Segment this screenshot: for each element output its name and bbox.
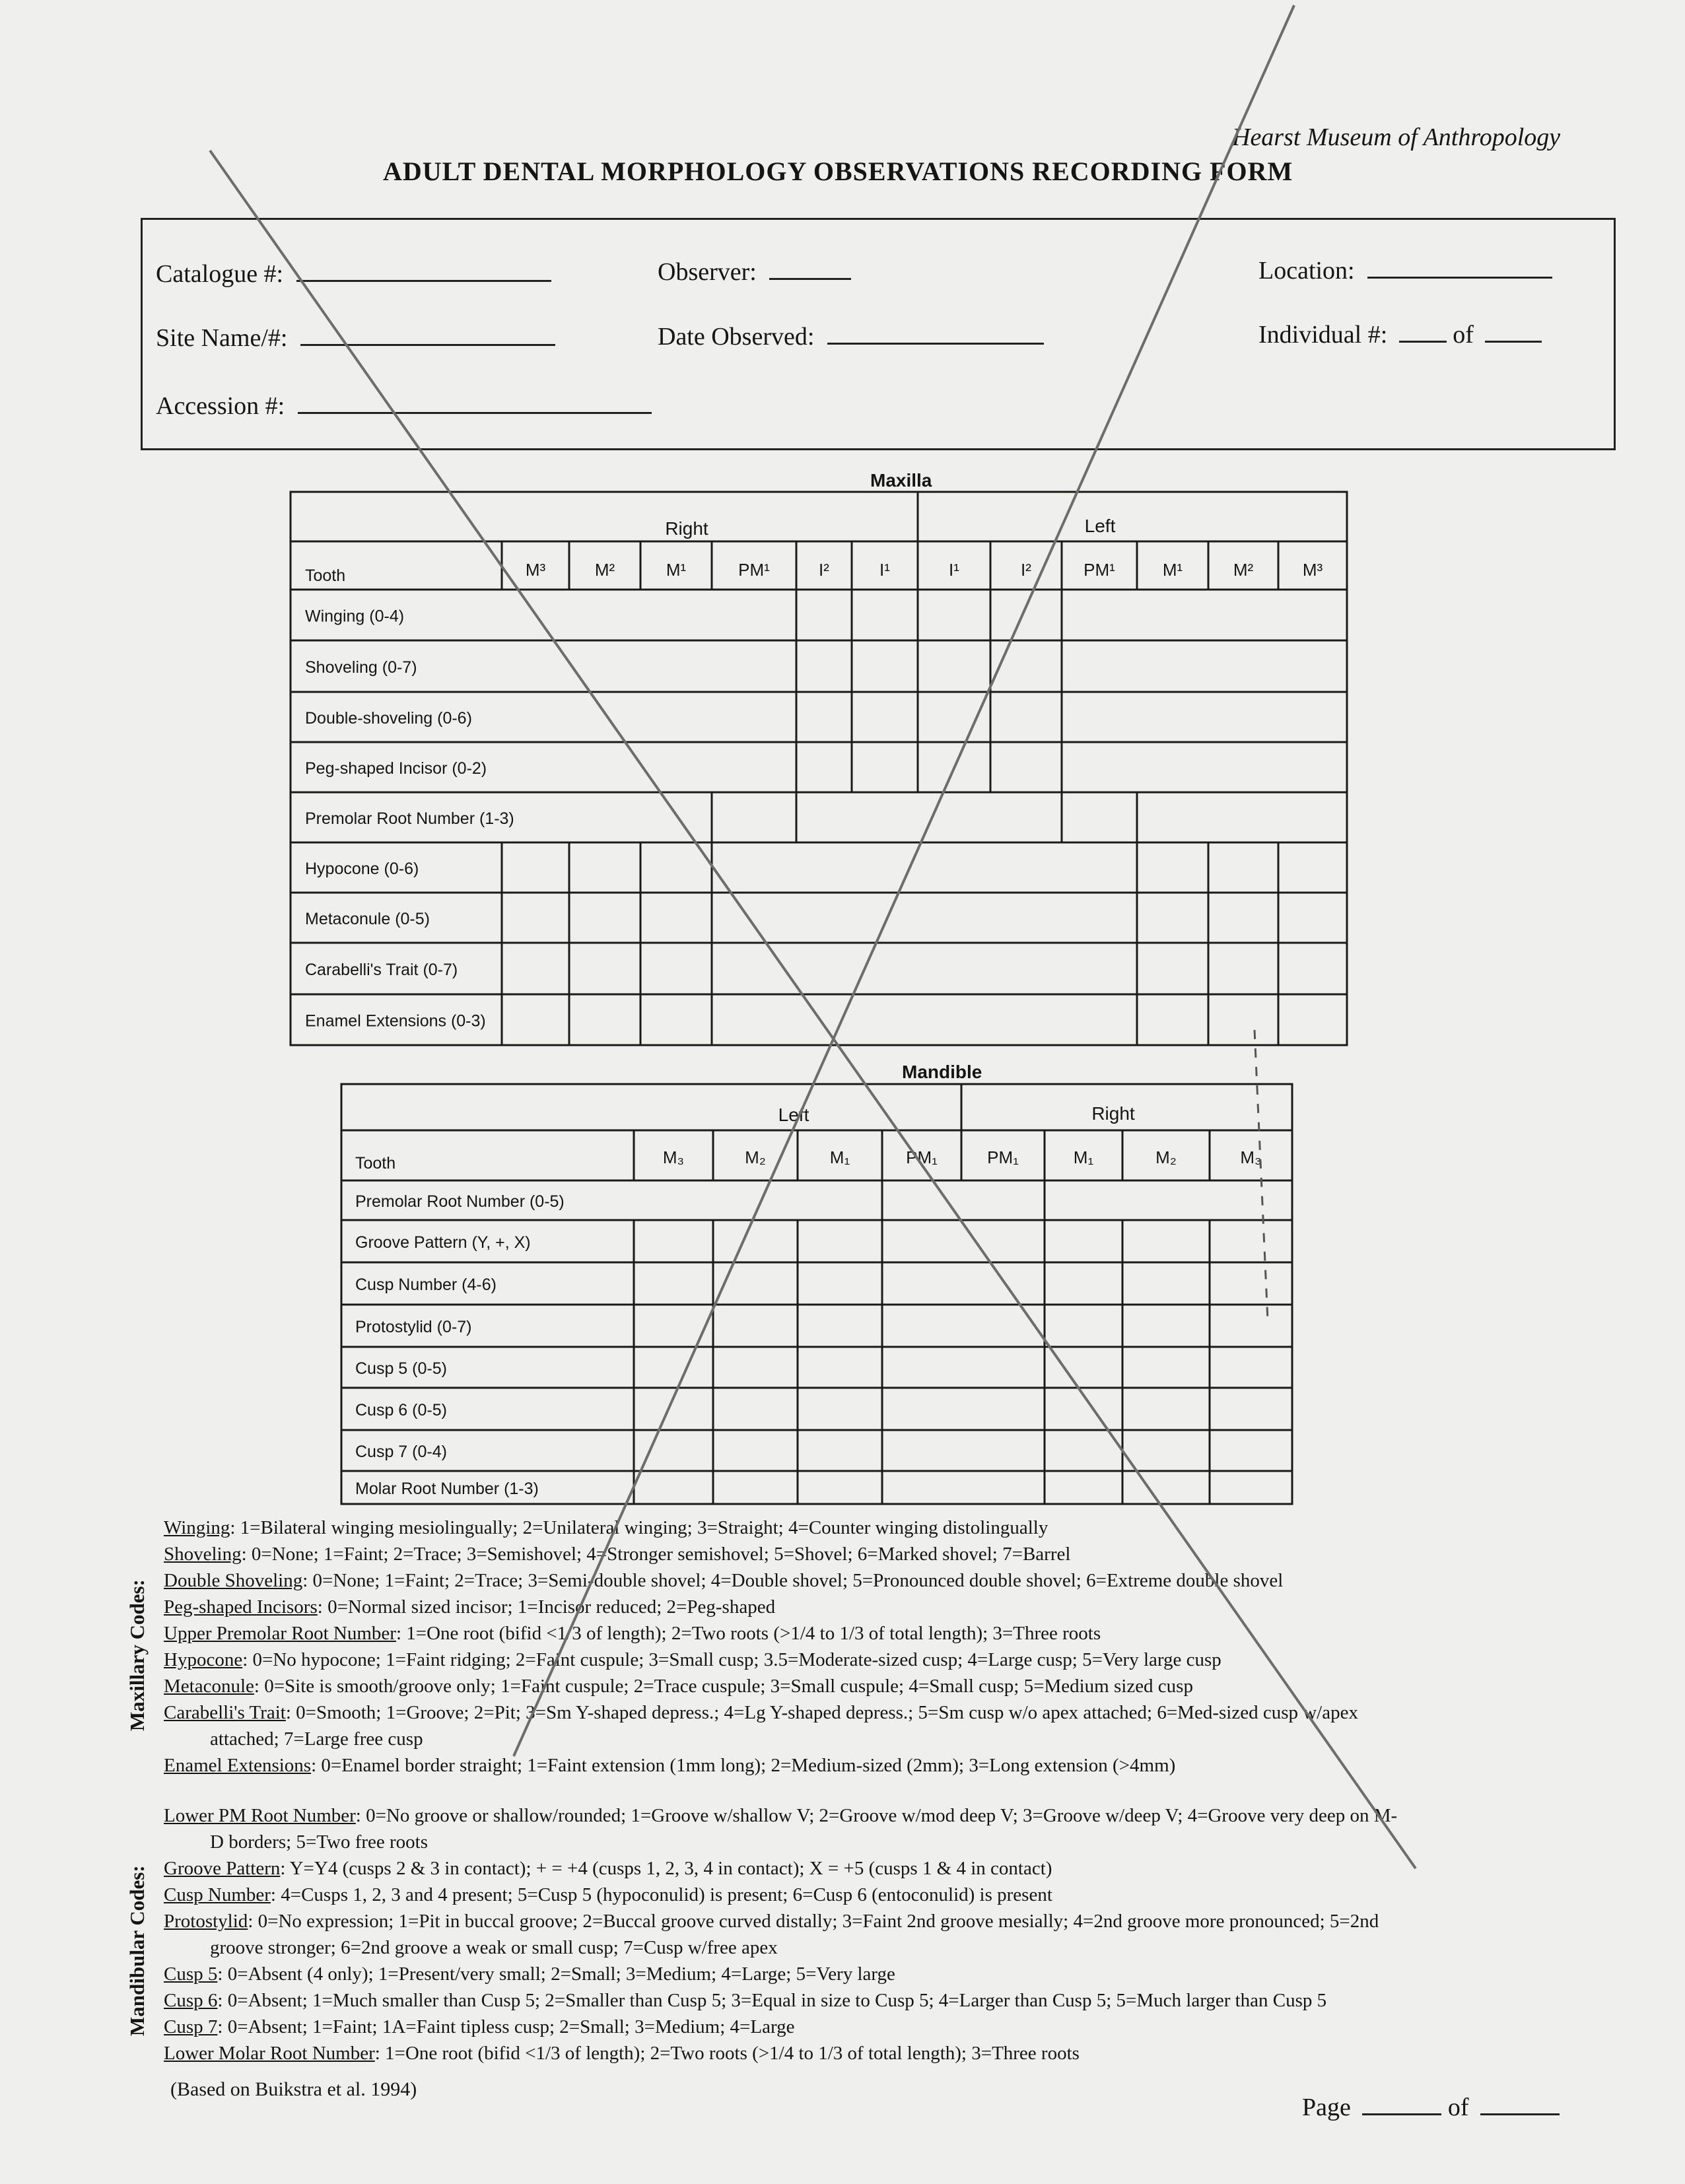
maxilla-tooth-4: PM¹ xyxy=(738,560,770,580)
observer-label: Observer: xyxy=(658,258,757,286)
form-title: ADULT DENTAL MORPHOLOGY OBSERVATIONS RECORDING FORM xyxy=(383,156,1293,186)
accession-label: Accession #: xyxy=(156,392,285,420)
mandibular-code-term: Lower PM Root Number xyxy=(164,1805,356,1826)
mandible-tooth-3: M₁ xyxy=(829,1147,850,1167)
maxillary-code-text: : 1=One root (bifid <1/3 of length); 2=Two roots (>1/4 to 1/3 of total length); 3=Three roots xyxy=(395,1623,1101,1644)
mandibular-code-continuation: D borders; 5=Two free roots xyxy=(210,1831,429,1853)
mandible-row-label: Cusp Number (4-6) xyxy=(355,1276,497,1294)
mandible-tooth-5: PM₁ xyxy=(987,1147,1019,1167)
maxillary-code-text: : 0=Smooth; 1=Groove; 2=Pit; 3=Sm Y-shaped depress.; 4=Lg Y-shaped depress.; 5=Sm cusp w/o apex attached; 6=Med-sized cusp w/apex xyxy=(285,1702,1358,1723)
page-of: of xyxy=(1447,2094,1469,2121)
maxillary-code-term: Upper Premolar Root Number xyxy=(164,1623,396,1644)
mandible-tooth-6: M₁ xyxy=(1073,1147,1094,1167)
mandible-row-label: Cusp 7 (0-4) xyxy=(355,1443,447,1461)
maxillary-code-term: Metaconule xyxy=(164,1676,254,1697)
mandibular-code-text: : Y=Y4 (cusps 2 & 3 in contact); + = +4 (cusps 1, 2, 3, 4 in contact); X = +5 (cusps 1 & 4 in contact) xyxy=(280,1858,1052,1879)
maxilla-row-label: Hypocone (0-6) xyxy=(305,860,419,878)
maxilla-tooth-10: M¹ xyxy=(1162,560,1183,580)
maxillary-code-continuation: attached; 7=Large free cusp xyxy=(210,1728,423,1750)
mandible-title: Mandible xyxy=(902,1062,982,1082)
mandible-tooth-1: M₃ xyxy=(662,1147,685,1167)
maxillary-code-term: Shoveling xyxy=(164,1544,242,1565)
individual-label: Individual #: xyxy=(1258,321,1388,349)
maxillary-code-term: Peg-shaped Incisors xyxy=(164,1596,318,1618)
maxillary-codes-label: Maxillary Codes: xyxy=(125,1579,149,1731)
mandibular-code-text: : 1=One root (bifid <1/3 of length); 2=Two roots (>1/4 to 1/3 of total length); 3=Three roots xyxy=(374,2043,1080,2064)
mandibular-code-term: Cusp 6 xyxy=(164,1990,218,2011)
mandibular-code-text: : 0=No expression; 1=Pit in buccal groove; 2=Buccal groove curved distally; 3=Faint 2nd groove mesially; 4=2nd groove more pronounced; 5=2nd xyxy=(248,1911,1379,1932)
maxillary-code-term: Double Shoveling xyxy=(164,1570,303,1591)
maxilla-right-label: Right xyxy=(665,518,708,539)
source-note: (Based on Buikstra et al. 1994) xyxy=(170,2078,417,2100)
mandible-row-label: Molar Root Number (1-3) xyxy=(355,1480,539,1498)
maxilla-row-label: Tooth xyxy=(305,566,346,585)
mandibular-code-term: Protostylid xyxy=(164,1911,248,1932)
mandible-row-label: Groove Pattern (Y, +, X) xyxy=(355,1233,531,1252)
maxilla-tooth-8: I² xyxy=(1021,560,1031,580)
maxillary-code-term: Enamel Extensions xyxy=(164,1755,312,1776)
maxillary-code-text: : 0=No hypocone; 1=Faint ridging; 2=Faint cuspule; 3=Small cusp; 3.5=Moderate-sized cusp; 4=Large cusp; 5=Very large cusp xyxy=(242,1649,1221,1670)
maxilla-tooth-11: M² xyxy=(1233,560,1254,580)
maxillary-code-term: Hypocone xyxy=(164,1649,243,1670)
maxillary-code-text: : 0=None; 1=Faint; 2=Trace; 3=Semishovel; 4=Stronger semishovel; 5=Shovel; 6=Marked shovel; 7=Barrel xyxy=(241,1544,1071,1565)
individual-of: of xyxy=(1453,321,1474,349)
mandible-tooth-8: M₃ xyxy=(1240,1147,1262,1167)
maxilla-tooth-1: M³ xyxy=(525,560,546,580)
maxilla-row-label: Double-shoveling (0-6) xyxy=(305,709,472,728)
maxillary-code-text: : 0=Normal sized incisor; 1=Incisor reduced; 2=Peg-shaped xyxy=(317,1596,776,1618)
maxillary-code-text: : 0=Enamel border straight; 1=Faint extension (1mm long); 2=Medium-sized (2mm); 3=Long extension (>4mm) xyxy=(311,1755,1176,1776)
institution-name: Hearst Museum of Anthropology xyxy=(1232,123,1561,151)
mandibular-code-term: Lower Molar Root Number xyxy=(164,2043,375,2064)
mandible-row-label: Premolar Root Number (0-5) xyxy=(355,1192,565,1211)
maxillary-code-text: : 0=Site is smooth/groove only; 1=Faint cuspule; 2=Trace cuspule; 3=Small cuspule; 4=Small cusp; 5=Medium sized cusp xyxy=(254,1676,1193,1697)
mandibular-code-continuation: groove stronger; 6=2nd groove a weak or small cusp; 7=Cusp w/free apex xyxy=(210,1937,778,1958)
maxilla-tooth-6: I¹ xyxy=(879,560,890,580)
maxilla-tooth-12: M³ xyxy=(1302,560,1323,580)
maxilla-row-label: Metaconule (0-5) xyxy=(305,910,430,928)
mandibular-code-text: : 0=Absent; 1=Much smaller than Cusp 5; 2=Smaller than Cusp 5; 3=Equal in size to Cusp 5; 4=Larger than Cusp 5; 5=Much larger than Cusp 5 xyxy=(217,1990,1327,2011)
maxilla-left-label: Left xyxy=(1084,516,1116,536)
maxillary-code-term: Winging xyxy=(164,1517,230,1538)
mandibular-code-text: : 0=Absent; 1=Faint; 1A=Faint tipless cusp; 2=Small; 3=Medium; 4=Large xyxy=(217,2016,795,2037)
maxilla-tooth-7: I¹ xyxy=(949,560,959,580)
maxillary-code-term: Carabelli's Trait xyxy=(164,1702,286,1723)
mandibular-code-term: Cusp Number xyxy=(164,1884,271,1905)
maxilla-row-label: Peg-shaped Incisor (0-2) xyxy=(305,759,487,778)
mandibular-code-text: : 4=Cusps 1, 2, 3 and 4 present; 5=Cusp 5 (hypoconulid) is present; 6=Cusp 6 (entoconulid) is present xyxy=(270,1884,1052,1905)
page-label: Page xyxy=(1302,2094,1351,2121)
site-label: Site Name/#: xyxy=(156,324,288,352)
catalogue-label: Catalogue #: xyxy=(156,260,284,288)
maxilla-tooth-3: M¹ xyxy=(666,560,687,580)
mandible-row-label: Cusp 6 (0-5) xyxy=(355,1401,447,1419)
mandible-row-label: Cusp 5 (0-5) xyxy=(355,1359,447,1378)
mandible-row-label: Protostylid (0-7) xyxy=(355,1318,472,1336)
mandible-tooth-7: M₂ xyxy=(1155,1147,1177,1167)
mandible-left-label: Left xyxy=(778,1105,809,1125)
mandibular-code-text: : 0=Absent (4 only); 1=Present/very small; 2=Small; 3=Medium; 4=Large; 5=Very large xyxy=(217,1963,895,1985)
mandibular-codes-label: Mandibular Codes: xyxy=(125,1865,149,2036)
location-label: Location: xyxy=(1258,257,1355,285)
maxilla-row-label: Premolar Root Number (1-3) xyxy=(305,809,514,828)
maxillary-code-text: : 0=None; 1=Faint; 2=Trace; 3=Semi-double shovel; 4=Double shovel; 5=Pronounced double shovel; 6=Extreme double shovel xyxy=(302,1570,1284,1591)
maxilla-tooth-2: M² xyxy=(594,560,615,580)
dashed-margin-line xyxy=(1255,1030,1268,1320)
mandibular-code-text: : 0=No groove or shallow/rounded; 1=Groove w/shallow V; 2=Groove w/mod deep V; 3=Groove w/deep V; 4=Groove very deep on M- xyxy=(355,1805,1398,1826)
mandible-tooth-4: PM₁ xyxy=(906,1147,938,1167)
mandibular-code-term: Cusp 5 xyxy=(164,1963,218,1985)
maxilla-row-label: Enamel Extensions (0-3) xyxy=(305,1011,486,1031)
maxilla-tooth-5: I² xyxy=(819,560,829,580)
maxilla-row-label: Carabelli's Trait (0-7) xyxy=(305,961,458,979)
mandible-right-label: Right xyxy=(1091,1103,1135,1124)
maxillary-code-text: : 1=Bilateral winging mesiolingually; 2=Unilateral winging; 3=Straight; 4=Counter winging distolingually xyxy=(230,1517,1049,1538)
cross-line-2 xyxy=(514,5,1294,1756)
maxilla-title: Maxilla xyxy=(870,470,932,491)
maxilla-row-label: Winging (0-4) xyxy=(305,607,405,626)
mandibular-code-term: Cusp 7 xyxy=(164,2016,218,2037)
maxilla-tooth-9: PM¹ xyxy=(1083,560,1115,580)
date-label: Date Observed: xyxy=(658,323,815,351)
mandible-row-label: Tooth xyxy=(355,1154,396,1173)
mandibular-code-term: Groove Pattern xyxy=(164,1858,281,1879)
maxilla-row-label: Shoveling (0-7) xyxy=(305,658,417,677)
cross-line-1 xyxy=(210,151,1416,1868)
mandible-tooth-2: M₂ xyxy=(745,1147,766,1167)
